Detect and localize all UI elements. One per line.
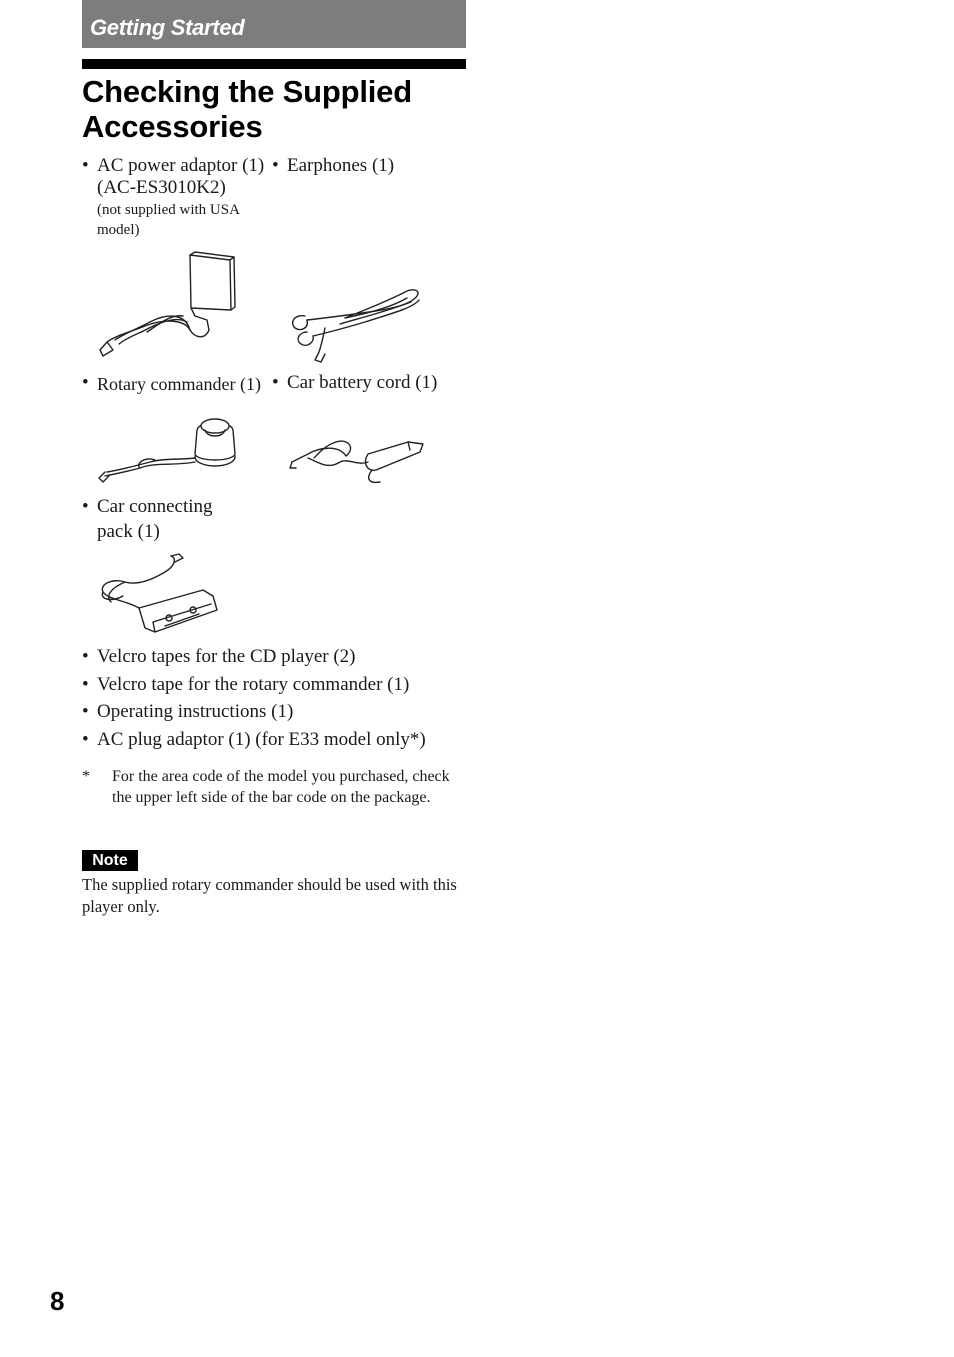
item-car-connecting-pack: [82, 496, 272, 546]
ac-adaptor-note-2: model): [97, 222, 140, 238]
list-item: [82, 701, 466, 729]
list-item-text: Operating instructions (1): [97, 701, 294, 722]
rotary-commander-label: Rotary commander (1): [97, 374, 261, 394]
ac-adaptor-note-1: (not supplied with USA: [97, 202, 240, 218]
list-item-text: AC plug adaptor (1) (for E33 model only*): [97, 728, 426, 750]
bullet: •: [82, 646, 89, 667]
car-pack-label-line1: Car connecting: [97, 496, 213, 517]
note-text: The supplied rotary commander should be used with this player only.: [82, 875, 457, 916]
earphones-label: Earphones (1): [287, 155, 395, 176]
car-battery-cord-illustration: [288, 432, 433, 487]
bullet: •: [82, 372, 89, 393]
item-earphones: [272, 155, 462, 177]
note-label: Note: [82, 850, 138, 871]
rotary-commander-illustration: [95, 412, 240, 484]
bullet: •: [82, 728, 89, 750]
footnote-mark: *: [82, 768, 90, 785]
item-ac-adaptor: [82, 155, 272, 245]
list-item: [82, 674, 466, 702]
earphones-illustration: [285, 288, 425, 363]
car-connecting-pack-illustration: [95, 552, 220, 637]
car-battery-cord-label: Car battery cord (1): [287, 372, 438, 393]
item-rotary-commander: [82, 372, 272, 394]
list-item-text: Velcro tape for the rotary commander (1): [97, 673, 410, 695]
section-header: [82, 0, 466, 48]
bullet: •: [82, 673, 89, 695]
footnote-text: For the area code of the model you purchased, check the upper left side of the bar code on the package.: [112, 768, 450, 806]
extra-items-list: [82, 646, 466, 756]
car-pack-label-line2: pack (1): [97, 521, 160, 542]
list-item-text: Velcro tapes for the CD player (2): [97, 646, 356, 667]
ac-adaptor-illustration: [95, 250, 245, 365]
title-rule: [82, 59, 466, 69]
footnote: [82, 766, 466, 832]
item-car-battery-cord: [272, 372, 462, 394]
list-item: [82, 729, 466, 757]
section-header-label: Getting Started: [90, 15, 245, 40]
ac-adaptor-label: AC power adaptor (1): [97, 155, 265, 176]
bullet: •: [82, 701, 89, 722]
bullet: •: [82, 155, 89, 176]
page-title: Checking the Supplied Accessories: [82, 74, 412, 144]
page-number: 8: [50, 1286, 65, 1316]
list-item: [82, 646, 466, 674]
bullet: •: [272, 155, 279, 176]
bullet: •: [82, 496, 89, 517]
ac-adaptor-model: (AC-ES3010K2): [97, 177, 226, 198]
bullet: •: [272, 372, 279, 393]
